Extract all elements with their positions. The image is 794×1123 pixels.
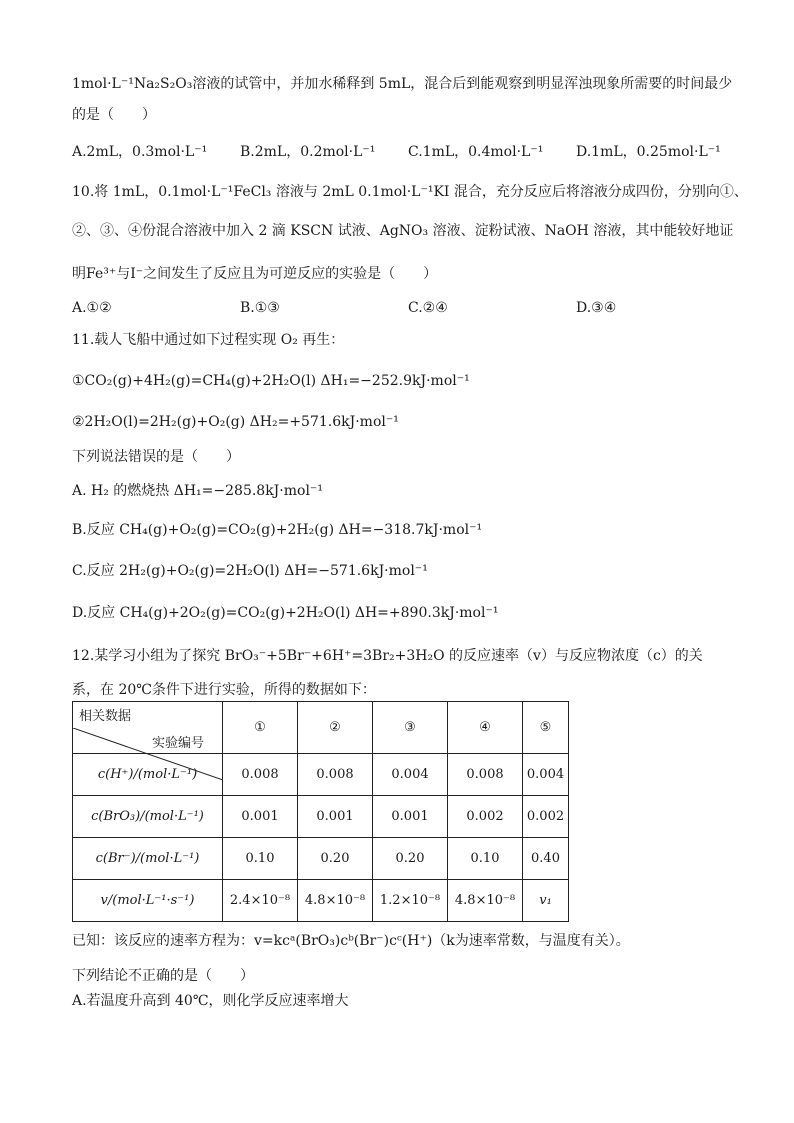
q9-option-a: A.2mL，0.3mol·L⁻¹ [72,144,208,160]
q9-option-d: D.1mL，0.25mol·L⁻¹ [576,144,721,160]
q12-ask: 下列结论不正确的是（ ） [72,968,254,984]
table-cell: 0.001 [223,796,298,838]
q11-option-a: A. H₂ 的燃烧热 ΔH₁=−285.8kJ·mol⁻¹ [72,483,323,499]
row-label: c(BrO₃)/(mol·L⁻¹) [73,796,223,838]
table-row [73,880,569,922]
table-header-cell: ① [223,702,298,754]
table-cell: 0.40 [523,838,569,880]
table-cell: 0.004 [523,754,569,796]
row-label: v/(mol·L⁻¹·s⁻¹) [73,880,223,922]
table-cell: 4.8×10⁻⁸ [298,880,373,922]
q9-stem-line1: 1mol·L⁻¹Na₂S₂O₃溶液的试管中，并加水稀释到 5mL，混合后到能观察到明显浑浊现象所需要的时间最少 [72,76,733,92]
q12-option-a: A.若温度升高到 40℃，则化学反应速率增大 [72,993,349,1009]
table-row [73,838,569,880]
q9-option-c: C.1mL，0.4mol·L⁻¹ [408,144,544,160]
table-corner-cell [73,702,223,754]
q11-ask: 下列说法错误的是（ ） [72,449,240,465]
table-header-cell: ③ [373,702,448,754]
q11-stem: 11.载人飞船中通过如下过程实现 O₂ 再生： [72,332,345,348]
table-cell: 0.20 [373,838,448,880]
table-cell: 0.002 [523,796,569,838]
q10-option-b: B.①③ [240,300,280,316]
row-label: c(Br⁻)/(mol·L⁻¹) [73,838,223,880]
q10-line3: 明Fe³⁺与I⁻之间发生了反应且为可逆反应的实验是（ ） [72,266,438,282]
q12-data-table [72,701,569,922]
table-cell: v₁ [523,880,569,922]
q11-equation-2: ②2H₂O(l)=2H₂(g)+O₂(g) ΔH₂=+571.6kJ·mol⁻¹ [72,414,399,430]
row-label: c(H⁺)/(mol·L⁻¹) [73,754,223,796]
q11-option-d: D.反应 CH₄(g)+2O₂(g)=CO₂(g)+2H₂O(l) ΔH=+890.3kJ·mol⁻¹ [72,605,499,621]
table-cell: 0.001 [373,796,448,838]
q9-option-b: B.2mL，0.2mol·L⁻¹ [240,144,376,160]
table-cell: 0.002 [448,796,523,838]
q10-line1: 10.将 1mL，0.1mol·L⁻¹FeCl₃ 溶液与 2mL 0.1mol·L⁻¹KI 混合，充分反应后将溶液分成四份，分别向①、 [72,184,748,200]
q11-equation-1: ①CO₂(g)+4H₂(g)=CH₄(g)+2H₂O(l) ΔH₁=−252.9kJ·mol⁻¹ [72,373,470,389]
table-cell: 0.001 [298,796,373,838]
table-cell: 0.008 [298,754,373,796]
table-header-row [73,702,569,754]
q12-line1: 12.某学习小组为了探究 BrO₃⁻+5Br⁻+6H⁺=3Br₂+3H₂O 的反应速率（v）与反应物浓度（c）的关 [72,648,703,664]
q9-stem-line2: 的是（ ） [72,107,156,123]
table-cell: 4.8×10⁻⁸ [448,880,523,922]
q10-option-a: A.①② [72,300,112,316]
table-cell: 0.008 [223,754,298,796]
table-cell: 0.10 [448,838,523,880]
q12-known: 已知：该反应的速率方程为：v=kcᵃ(BrO₃)cᵇ(Br⁻)cᶜ(H⁺)（k为速率常数，与温度有关）。 [72,933,630,949]
table-cell: 0.004 [373,754,448,796]
q10-option-c: C.②④ [408,300,448,316]
q10-option-d: D.③④ [576,300,617,316]
table-header-cell: ② [298,702,373,754]
table-row [73,796,569,838]
table-header-cell: ⑤ [523,702,569,754]
table-cell: 0.20 [298,838,373,880]
table-cell: 0.008 [448,754,523,796]
table-cell: 1.2×10⁻⁸ [373,880,448,922]
corner-label-experiment-number: 实验编号 [151,735,204,751]
q12-line2: 系，在 20℃条件下进行实验，所得的数据如下： [72,682,376,698]
q10-line2: ②、③、④份混合溶液中加入 2 滴 KSCN 试液、AgNO₃ 溶液、淀粉试液、NaOH 溶液，其中能较好地证 [72,223,734,239]
q11-option-c: C.反应 2H₂(g)+O₂(g)=2H₂O(l) ΔH=−571.6kJ·mol⁻¹ [72,563,428,579]
table-cell: 2.4×10⁻⁸ [223,880,298,922]
q11-option-b: B.反应 CH₄(g)+O₂(g)=CO₂(g)+2H₂(g) ΔH=−318.7kJ·mol⁻¹ [72,522,483,538]
table-header-cell: ④ [448,702,523,754]
corner-label-related-data: 相关数据 [79,708,132,724]
table-cell: 0.10 [223,838,298,880]
